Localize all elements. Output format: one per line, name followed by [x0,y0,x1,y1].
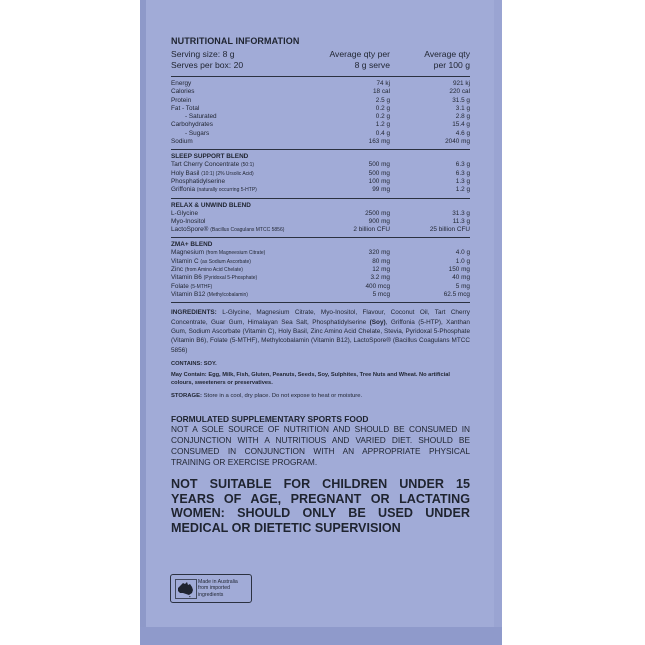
table-row: Vitamin C (as Sodium Ascorbate) 80 mg 1.0 g [171,257,470,265]
table-row: Carbohydrates 1.2 g 15.4 g [171,121,470,129]
divider [171,302,470,303]
zma-blend-section [171,238,470,302]
origin-line3: ingredients [198,591,224,598]
col1-header-line1: Average qty per [329,49,390,59]
nutrition-table-section [171,77,470,149]
storage-statement: STORAGE: Store in a cool, dry place. Do not expose to heat or moisture. [171,393,363,400]
table-row: Folate (5-MTHF) 400 mcg 5 mg [171,282,470,290]
table-row: - Saturated 0.2 g 2.8 g [185,113,470,121]
ingredients-label: INGREDIENTS: [171,309,217,317]
formulated-text: NOT A SOLE SOURCE OF NUTRITION AND SHOULD BE CONSUMED IN CONJUNCTION WITH A NUTRITIOUS AND VARIED DIET. SHOULD BE CONSUMED IN CONJUNCTION WITH AN APPROPRIATE PHYSICAL TRAINING OR EXERCISE PROGRAM. [171,424,470,468]
zma-blend-table [171,249,470,299]
warning-statement: NOT SUITABLE FOR CHILDREN UNDER 15 YEARS OF AGE, PREGNANT OR LACTATING WOMEN: SHOULD ONLY BE USED UNDER MEDICAL OR DIETETIC SUPERVISION [171,477,470,535]
origin-line2: from imported [198,585,230,592]
nutrition-table [171,80,470,146]
formulated-title: FORMULATED SUPPLEMENTARY SPORTS FOOD [171,414,369,425]
box-right-edge [494,0,502,645]
col2-header-line2: per 100 g [433,60,470,70]
australia-map-icon [175,579,197,599]
table-row: Fat - Total 0.2 g 3.1 g [171,104,470,112]
sleep-blend-section [171,150,470,197]
storage-label: STORAGE: [171,393,202,400]
table-row: Myo-Inositol 900 mg 11.3 g [171,217,470,225]
serves-per-box: Serves per box: 20 [171,60,244,70]
table-row: L-Glycine 2500 mg 31.3 g [171,209,470,217]
relax-blend-section [171,199,470,238]
table-row: Phosphatidylserine 100 mg 1.3 g [171,177,470,185]
origin-line1: Made in Australia [198,579,238,585]
table-row: Sodium 163 mg 2040 mg [171,138,470,146]
table-row: Vitamin B12 (Methylcobalamin) 5 mcg 62.5 mcg [171,290,470,298]
relax-blend-table [171,210,470,235]
table-row: Tart Cherry Concentrate (50:1) 500 mg 6.3 g [171,161,470,169]
soy-allergen: (Soy) [369,318,386,326]
sleep-blend-table [171,161,470,194]
col1-header-line2: 8 g serve [354,60,390,70]
nutrition-title: NUTRITIONAL INFORMATION [171,36,300,46]
table-row: Calories 18 cal 220 cal [171,88,470,96]
label-content [171,36,470,535]
table-row: LactoSpore® (Bacillus Coagulans MTCC 5856) 2 billion CFU 25 billion CFU [171,226,470,234]
contains-statement: CONTAINS: SOY. [171,361,217,368]
table-row: Protein 2.5 g 31.5 g [171,96,470,104]
table-row: Magnesium (from Magneesium Citrate) 320 mg 4.0 g [171,249,470,257]
serving-size: Serving size: 8 g [171,49,235,59]
table-row: Vitamin B6 (Pyridoxal 5-Phosphate) 3.2 mg 40 mg [171,274,470,282]
may-contain-label: May Contain: [171,372,207,379]
zma-blend-title: ZMA+ BLEND [171,241,213,249]
table-row: Griffonia (naturally occurring 5-HTP) 99 mg 1.2 g [171,186,470,194]
sleep-blend-title: SLEEP SUPPORT BLEND [171,153,249,161]
col2-header-line1: Average qty [424,49,470,59]
table-row: Zinc (from Amino Acid Chelate) 12 mg 150 mg [171,266,470,274]
table-row: - Sugars 0.4 g 4.6 g [185,129,470,137]
box-bottom-edge [140,627,502,645]
relax-blend-title: RELAX & UNWIND BLEND [171,201,251,209]
table-row: Holy Basil (10:1) (2% Ursolic Acid) 500 mg 6.3 g [171,169,470,177]
table-row: Energy 74 kj 921 kj [171,80,470,87]
ingredients-text: INGREDIENTS: L-Glycine, Magnesium Citrate, Myo-Inositol, Flavour, Coconut Oil, Tart Cherry Concentrate, Guar Gum, Himalayan Sea Salt, Phosphatidylserine (Soy), Griffonia (5-HTP), Xanthan Gum, Sodium Ascorbate (Vitamin C), Holy Basil, Zinc Amino Acid Chelate, Stevia, Pyridoxal 5-Phosphate (Vitamin B6), Folate (5-MTHF), Methylcobalamin (Vitamin B12), LactoSpore® (Bacillus Coagulans MTCC 5856) [171,309,470,354]
serving-header [171,49,470,71]
may-contain-statement: May Contain: Egg, Milk, Fish, Gluten, Peanuts, Seeds, Soy, Sulphites, Tree Nuts and Wheat. No artificial colours, sweeteners or preservatives. [171,372,450,386]
origin-badge [170,574,252,603]
